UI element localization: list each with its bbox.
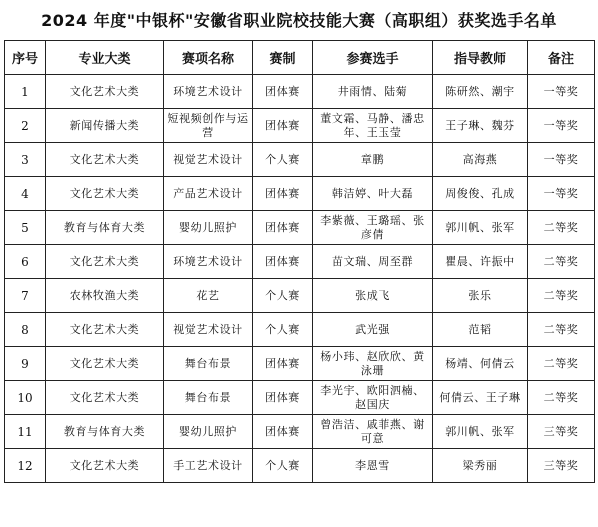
cell-col-major: 农林牧渔大类 (46, 279, 164, 313)
cell-col-major: 文化艺术大类 (46, 313, 164, 347)
table-row (5, 75, 595, 109)
cell-col-index: 11 (5, 415, 46, 449)
cell-col-teachers: 高海燕 (433, 143, 528, 177)
table-row (5, 381, 595, 415)
cell-col-contestants: 苗文瑞、周至群 (313, 245, 433, 279)
cell-col-remark: 二等奖 (528, 279, 595, 313)
table-row (5, 143, 595, 177)
cell-col-remark: 二等奖 (528, 211, 595, 245)
cell-col-index: 1 (5, 75, 46, 109)
cell-col-remark: 三等奖 (528, 415, 595, 449)
cell-col-index: 6 (5, 245, 46, 279)
cell-col-teachers: 陈研然、潮宇 (433, 75, 528, 109)
cell-col-event: 视觉艺术设计 (164, 313, 253, 347)
cell-col-format: 个人赛 (253, 279, 313, 313)
cell-col-remark: 一等奖 (528, 143, 595, 177)
cell-col-event: 短视频创作与运营 (164, 109, 253, 143)
cell-col-index: 12 (5, 449, 46, 483)
cell-col-format: 个人赛 (253, 143, 313, 177)
table-header (5, 41, 595, 75)
cell-col-major: 文化艺术大类 (46, 449, 164, 483)
cell-col-index: 2 (5, 109, 46, 143)
cell-col-index: 3 (5, 143, 46, 177)
cell-col-format: 团体赛 (253, 109, 313, 143)
cell-col-format: 团体赛 (253, 245, 313, 279)
cell-col-major: 教育与体育大类 (46, 415, 164, 449)
table-row (5, 245, 595, 279)
cell-col-teachers: 郭川帆、张军 (433, 211, 528, 245)
cell-col-format: 团体赛 (253, 381, 313, 415)
cell-col-event: 舞台布景 (164, 347, 253, 381)
cell-col-event: 婴幼儿照护 (164, 415, 253, 449)
cell-col-event: 手工艺术设计 (164, 449, 253, 483)
cell-col-major: 文化艺术大类 (46, 75, 164, 109)
cell-col-contestants: 章鹏 (313, 143, 433, 177)
table-row (5, 109, 595, 143)
cell-col-event: 环境艺术设计 (164, 245, 253, 279)
cell-col-major: 文化艺术大类 (46, 381, 164, 415)
cell-col-format: 团体赛 (253, 415, 313, 449)
cell-col-index: 4 (5, 177, 46, 211)
header-col-major: 专业大类 (46, 41, 164, 75)
cell-col-remark: 三等奖 (528, 449, 595, 483)
cell-col-remark: 二等奖 (528, 245, 595, 279)
cell-col-contestants: 李恩雪 (313, 449, 433, 483)
cell-col-index: 10 (5, 381, 46, 415)
cell-col-teachers: 周俊俊、孔成 (433, 177, 528, 211)
cell-col-format: 团体赛 (253, 177, 313, 211)
cell-col-teachers: 梁秀丽 (433, 449, 528, 483)
cell-col-format: 个人赛 (253, 313, 313, 347)
header-col-format: 赛制 (253, 41, 313, 75)
cell-col-format: 个人赛 (253, 449, 313, 483)
cell-col-contestants: 武光强 (313, 313, 433, 347)
cell-col-teachers: 张乐 (433, 279, 528, 313)
cell-col-contestants: 井雨情、陆菊 (313, 75, 433, 109)
cell-col-contestants: 董文霜、马静、潘忠年、王玉莹 (313, 109, 433, 143)
cell-col-teachers: 何倩云、王子琳 (433, 381, 528, 415)
cell-col-major: 文化艺术大类 (46, 177, 164, 211)
cell-col-event: 视觉艺术设计 (164, 143, 253, 177)
table-row (5, 347, 595, 381)
cell-col-contestants: 杨小玮、赵欣欣、黄泳珊 (313, 347, 433, 381)
cell-col-major: 文化艺术大类 (46, 347, 164, 381)
cell-col-major: 文化艺术大类 (46, 143, 164, 177)
cell-col-contestants: 李光宇、欧阳泗楠、赵国庆 (313, 381, 433, 415)
cell-col-teachers: 杨靖、何倩云 (433, 347, 528, 381)
cell-col-contestants: 李紫薇、王璐瑶、张彦倩 (313, 211, 433, 245)
cell-col-index: 7 (5, 279, 46, 313)
cell-col-teachers: 王子琳、魏芬 (433, 109, 528, 143)
cell-col-remark: 一等奖 (528, 109, 595, 143)
cell-col-contestants: 韩洁婷、叶大磊 (313, 177, 433, 211)
cell-col-major: 文化艺术大类 (46, 245, 164, 279)
awards-table (4, 40, 595, 483)
cell-col-remark: 二等奖 (528, 381, 595, 415)
cell-col-contestants: 曾浩洁、戚菲燕、谢可意 (313, 415, 433, 449)
cell-col-index: 9 (5, 347, 46, 381)
header-col-event: 赛项名称 (164, 41, 253, 75)
cell-col-format: 团体赛 (253, 347, 313, 381)
cell-col-event: 环境艺术设计 (164, 75, 253, 109)
cell-col-event: 婴幼儿照护 (164, 211, 253, 245)
header-col-contestants: 参赛选手 (313, 41, 433, 75)
cell-col-format: 团体赛 (253, 211, 313, 245)
cell-col-event: 舞台布景 (164, 381, 253, 415)
cell-col-major: 新闻传播大类 (46, 109, 164, 143)
cell-col-event: 花艺 (164, 279, 253, 313)
cell-col-teachers: 范韬 (433, 313, 528, 347)
cell-col-remark: 一等奖 (528, 177, 595, 211)
header-row (5, 41, 595, 75)
table-row (5, 449, 595, 483)
cell-col-major: 教育与体育大类 (46, 211, 164, 245)
cell-col-index: 5 (5, 211, 46, 245)
header-col-remark: 备注 (528, 41, 595, 75)
table-body (5, 75, 595, 483)
cell-col-teachers: 郭川帆、张军 (433, 415, 528, 449)
cell-col-teachers: 瞿晨、许振中 (433, 245, 528, 279)
table-row (5, 211, 595, 245)
header-col-index: 序号 (5, 41, 46, 75)
cell-col-index: 8 (5, 313, 46, 347)
table-row (5, 313, 595, 347)
table-row (5, 279, 595, 313)
cell-col-format: 团体赛 (253, 75, 313, 109)
cell-col-event: 产品艺术设计 (164, 177, 253, 211)
cell-col-remark: 一等奖 (528, 75, 595, 109)
document-title: 2024 年度"中银杯"安徽省职业院校技能大赛（高职组）获奖选手名单 (41, 10, 557, 30)
header-col-teachers: 指导教师 (433, 41, 528, 75)
cell-col-remark: 二等奖 (528, 313, 595, 347)
table-row (5, 177, 595, 211)
table-row (5, 415, 595, 449)
cell-col-remark: 二等奖 (528, 347, 595, 381)
cell-col-contestants: 张成飞 (313, 279, 433, 313)
